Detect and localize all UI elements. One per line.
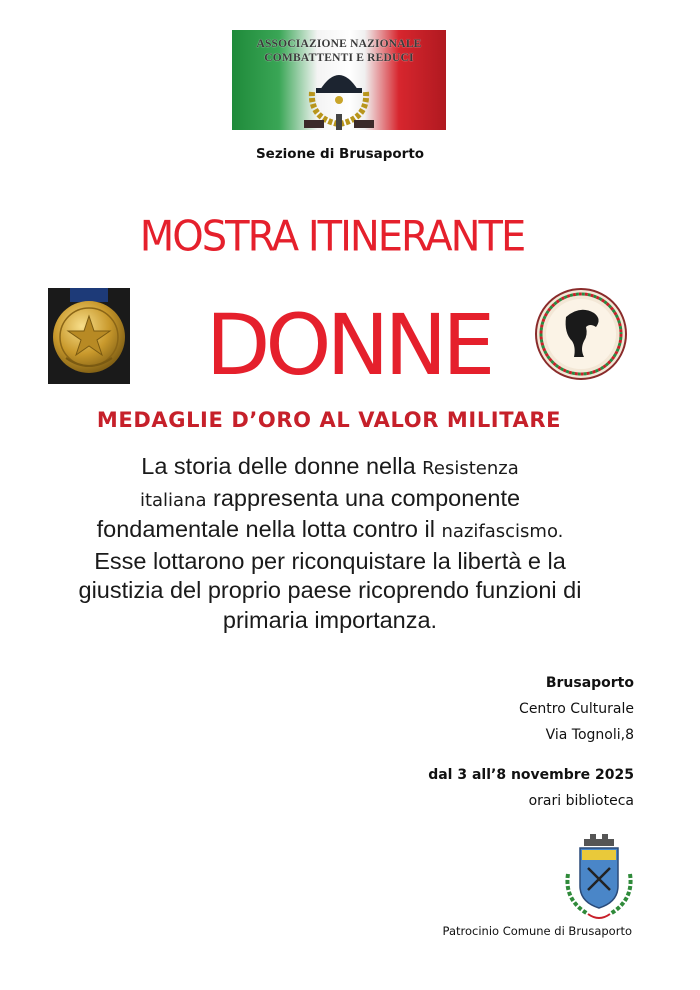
- venue-town: Brusaporto: [545, 675, 634, 691]
- body-text-fragment: fondamentale nella lotta contro il: [96, 516, 442, 542]
- section-title: Sezione di Brusaporto: [255, 146, 425, 162]
- body-text-fragment: Resistenza: [422, 458, 519, 479]
- logo-line-1: ASSOCIAZIONE NAZIONALE: [256, 38, 422, 50]
- subtitle: MEDAGLIE D’ORO AL VALOR MILITARE: [96, 408, 562, 432]
- body-text-fragment: La storia delle donne nella: [141, 453, 423, 479]
- body-line-5: giustizia del proprio paese ricoprendo funzioni di: [78, 577, 582, 603]
- sponsorship-note: Patrocinio Comune di Brusaporto: [442, 924, 632, 938]
- main-title: DONNE: [205, 296, 491, 394]
- brusaporto-coat-of-arms-icon: [560, 834, 638, 926]
- description-paragraph: [30, 452, 630, 635]
- exhibition-headline: MOSTRA ITINERANTE: [139, 212, 525, 262]
- body-line-6: primaria importanza.: [222, 606, 438, 633]
- body-line-1: [30, 452, 630, 484]
- opening-hours: orari biblioteca: [528, 793, 634, 809]
- venue-address: Via Tognoli,8: [545, 727, 634, 743]
- woman-profile-badge-icon: [534, 287, 628, 381]
- body-line-4: Esse lottarono per riconquistare la libertà e la: [94, 547, 566, 574]
- body-line-2: [30, 484, 630, 516]
- body-text-fragment: italiana: [139, 489, 207, 511]
- body-line-3: [30, 515, 630, 547]
- body-text-fragment: nazifascismo.: [441, 521, 564, 542]
- association-logo: [232, 30, 446, 130]
- logo-line-2: COMBATTENTI E REDUCI: [264, 52, 414, 64]
- exhibition-dates: dal 3 all’8 novembre 2025: [428, 767, 634, 783]
- body-text-fragment: rappresenta una componente: [206, 484, 521, 511]
- venue-place: Centro Culturale: [519, 701, 634, 717]
